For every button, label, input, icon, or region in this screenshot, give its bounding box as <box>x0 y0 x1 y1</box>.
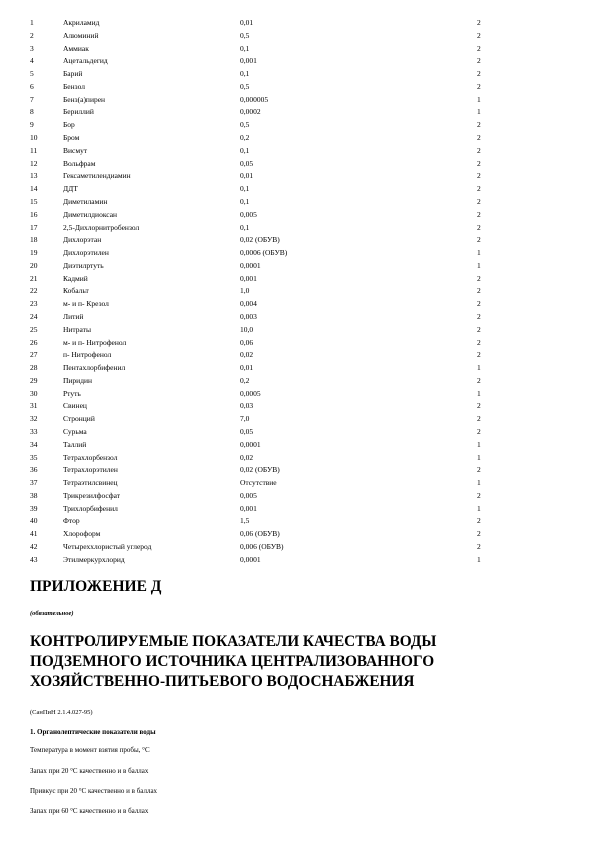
table-row <box>30 503 490 516</box>
substance-name: Хлороформ <box>63 529 101 539</box>
limit-value: 0,02 <box>240 350 254 360</box>
table-row <box>30 388 490 401</box>
table-row <box>30 170 490 183</box>
row-number: 34 <box>30 439 38 449</box>
hazard-class: 1 <box>477 503 481 513</box>
row-number: 10 <box>30 133 38 143</box>
substance-name: Кадмий <box>63 273 88 283</box>
sanpin-reference: (СанПиН 2.1.4.027-95) <box>30 709 93 716</box>
table-row <box>30 260 490 273</box>
hazard-class: 2 <box>477 401 481 411</box>
parameter-line: Запах при 60 °С качественно и в баллах <box>30 807 149 815</box>
row-number: 12 <box>30 158 38 168</box>
table-row <box>30 158 490 171</box>
row-number: 32 <box>30 414 38 424</box>
substance-name: Диэтилртуть <box>63 260 104 270</box>
hazard-class: 1 <box>477 363 481 373</box>
limit-value: 0,5 <box>240 81 250 91</box>
table-row <box>30 452 490 465</box>
substance-name: Этилмеркурхлорид <box>63 554 125 564</box>
row-number: 4 <box>30 56 34 66</box>
limit-value: 0,1 <box>240 222 250 232</box>
table-row <box>30 285 490 298</box>
row-number: 14 <box>30 184 38 194</box>
limit-value: 0,5 <box>240 30 250 40</box>
limit-value: 10,0 <box>240 324 254 334</box>
hazard-class: 2 <box>477 235 481 245</box>
hazard-class: 1 <box>477 554 481 564</box>
limit-value: 0,0002 <box>240 107 261 117</box>
row-number: 9 <box>30 120 34 130</box>
substance-name: Алюминий <box>63 30 99 40</box>
table-row <box>30 119 490 132</box>
hazard-class: 2 <box>477 324 481 334</box>
hazard-class: 2 <box>477 43 481 53</box>
substance-name: Тетрахлорбензол <box>63 452 118 462</box>
limit-value: 0,005 <box>240 490 257 500</box>
substance-name: 2,5-Дихлорнитробензол <box>63 222 140 232</box>
row-number: 39 <box>30 503 38 513</box>
row-number: 26 <box>30 337 38 347</box>
limit-value: 0,005 <box>240 209 257 219</box>
row-number: 18 <box>30 235 38 245</box>
hazard-class: 1 <box>477 260 481 270</box>
hazard-class: 2 <box>477 222 481 232</box>
appendix-title: ПРИЛОЖЕНИЕ Д <box>30 578 162 595</box>
table-row <box>30 554 490 567</box>
substances-table <box>30 17 490 567</box>
limit-value: 0,2 <box>240 133 250 143</box>
hazard-class: 2 <box>477 56 481 66</box>
substance-name: Тетраэтилсвинец <box>63 478 118 488</box>
limit-value: 0,0001 <box>240 439 261 449</box>
parameter-line: Привкус при 20 °С качественно и в баллах <box>30 787 158 795</box>
table-row <box>30 106 490 119</box>
substance-name: Нитраты <box>63 324 92 334</box>
hazard-class: 2 <box>477 529 481 539</box>
substance-name: Бензол <box>63 81 85 91</box>
substance-name: м- и п- Нитрофенол <box>63 337 127 347</box>
substance-name: Литий <box>63 311 84 321</box>
substance-name: п- Нитрофенол <box>63 350 112 360</box>
table-row <box>30 528 490 541</box>
limit-value: 0,05 <box>240 158 254 168</box>
limit-value: 0,006 (ОБУВ) <box>240 542 284 552</box>
limit-value: 0,003 <box>240 311 257 321</box>
main-heading-line: ХОЗЯЙСТВЕННО-ПИТЬЕВОГО ВОДОСНАБЖЕНИЯ <box>30 673 415 690</box>
row-number: 15 <box>30 196 38 206</box>
limit-value: 0,01 <box>240 171 254 181</box>
limit-value: 0,1 <box>240 184 250 194</box>
hazard-class: 2 <box>477 145 481 155</box>
table-row <box>30 30 490 43</box>
limit-value: 0,02 (ОБУВ) <box>240 235 280 245</box>
limit-value: 0,2 <box>240 375 250 385</box>
limit-value: 0,004 <box>240 299 257 309</box>
hazard-class: 2 <box>477 465 481 475</box>
table-row <box>30 222 490 235</box>
row-number: 1 <box>30 18 34 27</box>
table-row <box>30 413 490 426</box>
table-row <box>30 324 490 337</box>
table-row <box>30 439 490 452</box>
hazard-class: 2 <box>477 337 481 347</box>
substance-name: Фтор <box>63 516 80 526</box>
substance-name: Барий <box>63 69 83 79</box>
table-row <box>30 273 490 286</box>
row-number: 27 <box>30 350 38 360</box>
hazard-class: 2 <box>477 542 481 552</box>
substance-name: Аммиак <box>63 43 89 53</box>
limit-value: 0,05 <box>240 427 254 436</box>
substance-name: Ртуть <box>63 388 81 398</box>
hazard-class: 2 <box>477 209 481 219</box>
table-row <box>30 183 490 196</box>
row-number: 30 <box>30 388 38 398</box>
row-number: 37 <box>30 478 38 488</box>
row-number: 41 <box>30 529 38 539</box>
substance-name: Дихлорэтилен <box>63 248 109 258</box>
limit-value: 0,001 <box>240 56 257 66</box>
limit-value: 0,06 <box>240 337 254 347</box>
limit-value: 0,001 <box>240 503 257 513</box>
limit-value: 0,0001 <box>240 260 261 270</box>
hazard-class: 2 <box>477 273 481 283</box>
table-row <box>30 349 490 362</box>
substance-name: м- и п- Крезол <box>63 299 109 309</box>
hazard-class: 2 <box>477 171 481 181</box>
table-row <box>30 477 490 490</box>
row-number: 8 <box>30 107 34 117</box>
hazard-class: 2 <box>477 196 481 206</box>
table-row <box>30 337 490 350</box>
row-number: 33 <box>30 427 38 436</box>
row-number: 31 <box>30 401 38 411</box>
limit-value: 1,5 <box>240 516 250 526</box>
row-number: 3 <box>30 43 34 53</box>
row-number: 25 <box>30 324 38 334</box>
substance-name: Висмут <box>63 145 88 155</box>
row-number: 38 <box>30 490 38 500</box>
limit-value: 0,1 <box>240 196 250 206</box>
substance-name: Дихлорэтан <box>63 235 102 245</box>
table-row <box>30 43 490 56</box>
limit-value: 0,5 <box>240 120 250 130</box>
substance-name: ДДТ <box>63 184 78 194</box>
parameter-line: Температура в момент взятия пробы, °С <box>30 746 150 754</box>
row-number: 6 <box>30 81 34 91</box>
hazard-class: 2 <box>477 286 481 296</box>
table-row <box>30 132 490 145</box>
appendix-status: (обязательное) <box>30 610 74 617</box>
row-number: 22 <box>30 286 38 296</box>
row-number: 11 <box>30 145 38 155</box>
hazard-class: 1 <box>477 388 481 398</box>
hazard-class: 2 <box>477 81 481 91</box>
hazard-class: 2 <box>477 490 481 500</box>
row-number: 13 <box>30 171 38 181</box>
substance-name: Бор <box>63 120 75 130</box>
substance-name: Свинец <box>63 401 87 411</box>
row-number: 20 <box>30 260 38 270</box>
limit-value: 0,02 <box>240 452 254 462</box>
row-number: 40 <box>30 516 38 526</box>
row-number: 36 <box>30 465 38 475</box>
row-number: 16 <box>30 209 38 219</box>
row-number: 28 <box>30 363 38 373</box>
substance-name: Пентахлорбифенил <box>63 363 126 373</box>
substance-name: Таллий <box>63 439 87 449</box>
hazard-class: 1 <box>477 94 481 104</box>
substance-name: Тетрахлорэтилен <box>63 465 118 475</box>
hazard-class: 2 <box>477 516 481 526</box>
table-row <box>30 311 490 324</box>
table-row <box>30 464 490 477</box>
limit-value: 0,01 <box>240 18 254 27</box>
table-row <box>30 247 490 260</box>
row-number: 29 <box>30 375 38 385</box>
substance-name: Гексаметилендиамин <box>63 171 131 181</box>
table-row <box>30 400 490 413</box>
row-number: 19 <box>30 248 38 258</box>
hazard-class: 1 <box>477 248 481 258</box>
table-row <box>30 426 490 439</box>
limit-value: 0,0005 <box>240 388 261 398</box>
hazard-class: 1 <box>477 478 481 488</box>
substance-name: Четыреххлористый углерод <box>63 542 152 552</box>
substance-name: Трихлорбифенил <box>63 503 118 513</box>
hazard-class: 2 <box>477 184 481 194</box>
limit-value: 0,000005 <box>240 94 269 104</box>
table-row <box>30 541 490 554</box>
substance-name: Вольфрам <box>63 158 96 168</box>
table-row <box>30 362 490 375</box>
table-row <box>30 68 490 81</box>
substance-name: Пиридин <box>63 375 93 385</box>
table-row <box>30 209 490 222</box>
table-row <box>30 490 490 503</box>
limit-value: 0,1 <box>240 43 250 53</box>
hazard-class: 2 <box>477 30 481 40</box>
table-row <box>30 234 490 247</box>
hazard-class: 2 <box>477 311 481 321</box>
table-row <box>30 196 490 209</box>
substance-name: Бром <box>63 133 80 143</box>
hazard-class: 2 <box>477 350 481 360</box>
substance-name: Бенз(а)пирен <box>63 94 106 104</box>
table-row <box>30 17 490 30</box>
substances-table-body <box>30 17 490 567</box>
table-row <box>30 81 490 94</box>
row-number: 35 <box>30 452 38 462</box>
limit-value: Отсутствие <box>240 478 277 488</box>
row-number: 7 <box>30 94 34 104</box>
table-row <box>30 375 490 388</box>
parameter-line: Запах при 20 °С качественно и в баллах <box>30 767 149 775</box>
main-heading-line: КОНТРОЛИРУЕМЫЕ ПОКАЗАТЕЛИ КАЧЕСТВА ВОДЫ <box>30 633 437 650</box>
row-number: 21 <box>30 273 38 283</box>
substance-name: Кобальт <box>63 286 89 296</box>
hazard-class: 2 <box>477 414 481 424</box>
hazard-class: 2 <box>477 158 481 168</box>
substance-name: Трикрезилфосфат <box>63 490 121 500</box>
substance-name: Диметилдиоксан <box>63 209 118 219</box>
row-number: 17 <box>30 222 38 232</box>
limit-value: 7,0 <box>240 414 250 424</box>
substance-name: Диметиламин <box>63 196 108 206</box>
limit-value: 0,0006 (ОБУВ) <box>240 248 288 258</box>
hazard-class: 2 <box>477 133 481 143</box>
main-heading-line: ПОДЗЕМНОГО ИСТОЧНИКА ЦЕНТРАЛИЗОВАННОГО <box>30 653 435 670</box>
hazard-class: 2 <box>477 120 481 130</box>
row-number: 23 <box>30 299 38 309</box>
table-row <box>30 55 490 68</box>
limit-value: 0,02 (ОБУВ) <box>240 465 280 475</box>
hazard-class: 2 <box>477 375 481 385</box>
hazard-class: 2 <box>477 427 481 436</box>
limit-value: 0,0001 <box>240 554 261 564</box>
hazard-class: 2 <box>477 18 481 27</box>
section-title: 1. Органолептические показатели воды <box>30 728 156 736</box>
table-row <box>30 94 490 107</box>
hazard-class: 2 <box>477 69 481 79</box>
limit-value: 0,1 <box>240 69 250 79</box>
substance-name: Бериллий <box>63 107 94 117</box>
substance-name: Сурьма <box>63 427 87 436</box>
hazard-class: 1 <box>477 452 481 462</box>
substance-name: Стронций <box>63 414 95 424</box>
row-number: 2 <box>30 30 34 40</box>
hazard-class: 1 <box>477 439 481 449</box>
row-number: 24 <box>30 311 38 321</box>
substance-name: Ацетальдегид <box>63 56 108 66</box>
table-row <box>30 145 490 158</box>
substance-name: Акриламид <box>63 18 100 27</box>
hazard-class: 2 <box>477 299 481 309</box>
main-heading <box>30 632 570 692</box>
limit-value: 0,03 <box>240 401 254 411</box>
table-row <box>30 298 490 311</box>
limit-value: 0,1 <box>240 145 250 155</box>
table-row <box>30 515 490 528</box>
limit-value: 1,0 <box>240 286 250 296</box>
hazard-class: 1 <box>477 107 481 117</box>
limit-value: 0,01 <box>240 363 254 373</box>
row-number: 42 <box>30 542 38 552</box>
limit-value: 0,06 (ОБУВ) <box>240 529 280 539</box>
row-number: 43 <box>30 554 38 564</box>
limit-value: 0,001 <box>240 273 257 283</box>
row-number: 5 <box>30 69 34 79</box>
